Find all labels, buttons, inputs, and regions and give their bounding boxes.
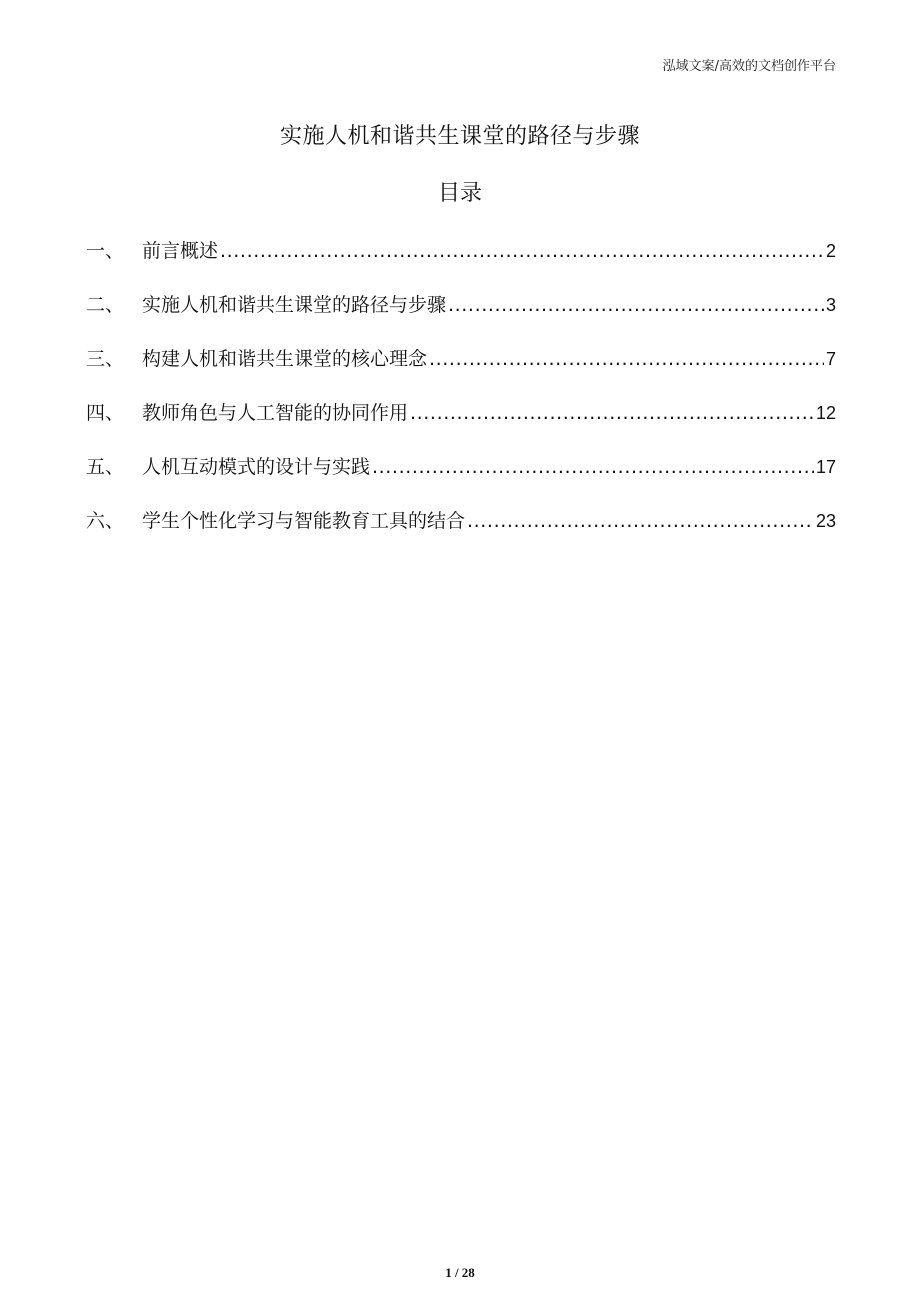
toc-entry-page: 17	[815, 457, 836, 477]
toc-entry-text: 教师角色与人工智能的协同作用	[142, 402, 409, 424]
toc-entry-page: 7	[825, 349, 836, 369]
toc-entry-page: 12	[815, 403, 836, 423]
toc-entry-number: 六、	[86, 510, 125, 532]
table-of-contents	[86, 236, 836, 560]
toc-entry-number: 一、	[86, 240, 125, 262]
toc-entry-1[interactable]	[86, 236, 836, 290]
toc-entry-text: 前言概述	[142, 240, 219, 262]
toc-dot-leader	[467, 506, 814, 536]
toc-dot-leader	[372, 452, 814, 482]
toc-dot-leader	[220, 236, 824, 266]
toc-entry-5[interactable]	[86, 452, 836, 506]
document-title: 实施人机和谐共生课堂的路径与步骤	[279, 124, 640, 149]
toc-entry-2[interactable]	[86, 290, 836, 344]
toc-entry-3[interactable]	[86, 344, 836, 398]
toc-entry-text: 构建人机和谐共生课堂的核心理念	[142, 348, 428, 370]
toc-entry-page: 2	[825, 241, 836, 261]
toc-entry-number: 二、	[86, 294, 125, 316]
toc-heading: 目录	[437, 181, 482, 206]
toc-entry-text: 学生个性化学习与智能教育工具的结合	[142, 510, 466, 532]
toc-dot-leader	[448, 290, 824, 320]
toc-entry-number: 五、	[86, 456, 125, 478]
page-header-text: 泓域文案/高效的文档创作平台	[662, 59, 836, 74]
toc-dot-leader	[410, 398, 814, 428]
page-number-indicator: 1 / 28	[445, 1265, 475, 1280]
toc-entry-6[interactable]	[86, 506, 836, 560]
toc-entry-page: 23	[815, 511, 836, 531]
toc-dot-leader	[429, 344, 824, 374]
toc-entry-text: 实施人机和谐共生课堂的路径与步骤	[142, 294, 447, 316]
toc-entry-number: 四、	[86, 402, 125, 424]
toc-entry-text: 人机互动模式的设计与实践	[142, 456, 371, 478]
toc-entry-page: 3	[825, 295, 836, 315]
toc-entry-number: 三、	[86, 348, 125, 370]
toc-entry-4[interactable]	[86, 398, 836, 452]
